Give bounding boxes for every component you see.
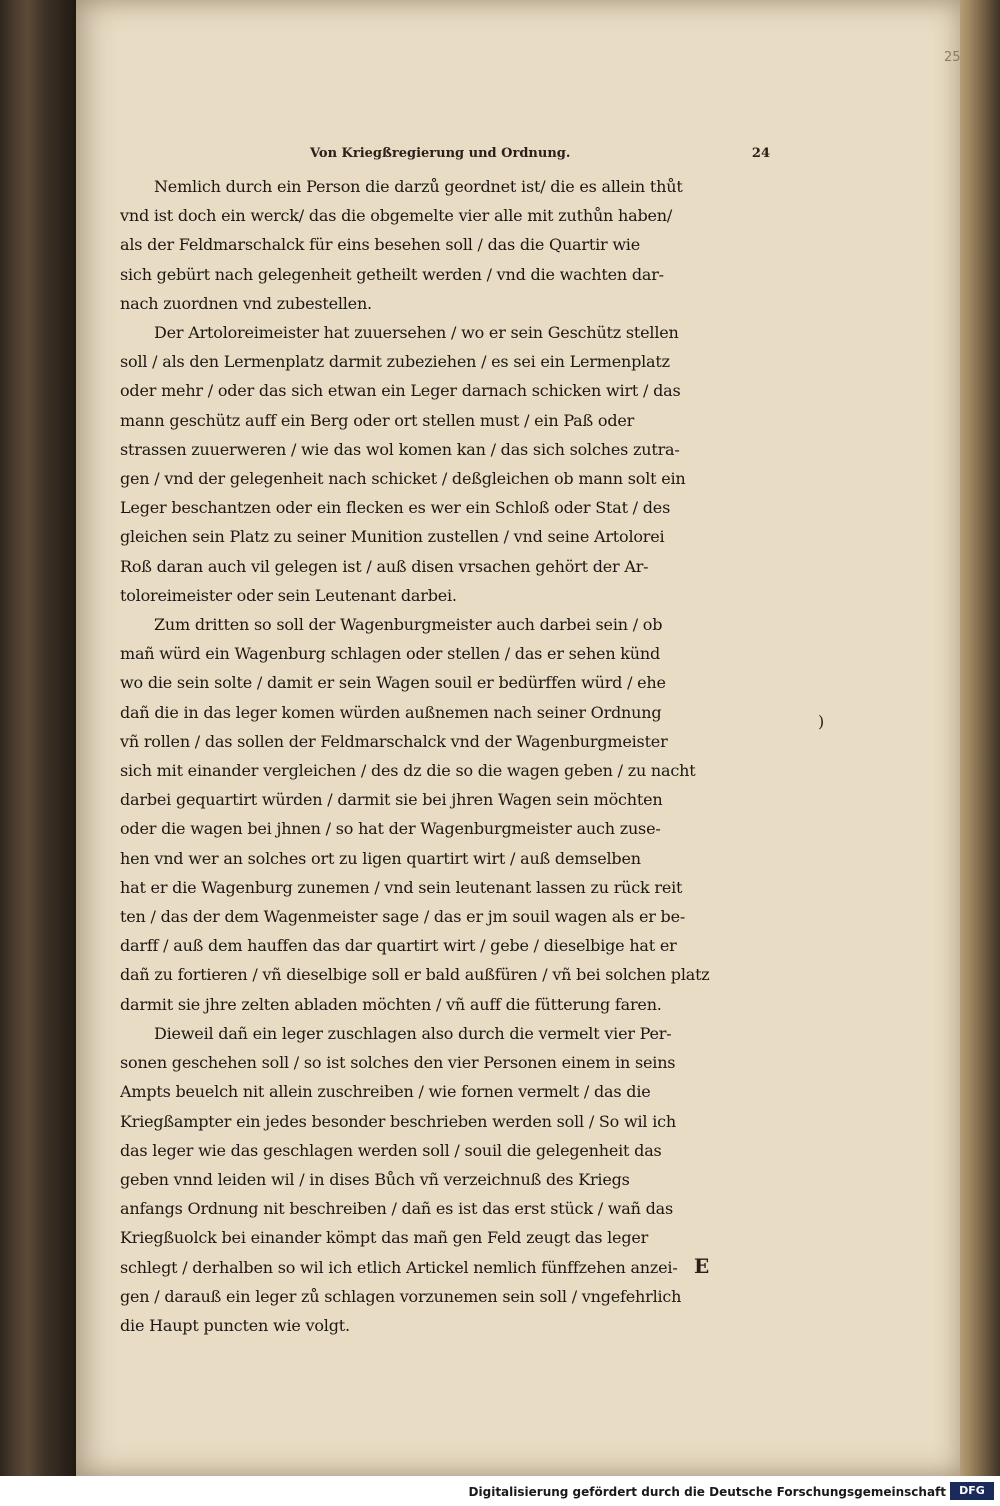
text-line: das leger wie das geschlagen werden soll / souil die gelegenheit das: [120, 1140, 662, 1160]
signature-mark: E: [694, 1254, 710, 1278]
text-line: sonen geschehen soll / so ist solches den vier Personen einem in seins: [120, 1053, 676, 1073]
text-line: als der Feldmarschalck für eins besehen soll / das die Quartir wie: [120, 235, 640, 255]
text-line: gen / vnd der gelegenheit nach schicket / deßgleichen ob mann solt ein: [120, 469, 686, 489]
text-line: hen vnd wer an solches ort zu ligen quartirt wirt / auß demselben: [120, 848, 641, 868]
text-line: mañ würd ein Wagenburg schlagen oder stellen / das er sehen künd: [120, 644, 661, 664]
funding-notice: Digitalisierung gefördert durch die Deutsche Forschungsgemeinschaft: [468, 1485, 946, 1499]
margin-mark: ): [818, 712, 825, 731]
text-line: die Haupt puncten wie volgt.: [120, 1315, 350, 1335]
text-line: darff / auß dem hauffen das dar quartirt wirt / gebe / dieselbige hat er: [120, 936, 677, 956]
page-edges: [958, 0, 1000, 1506]
text-line: sich mit einander vergleichen / des dz die so die wagen geben / zu nacht: [120, 761, 696, 781]
text-line: Kriegßampter ein jedes besonder beschrieben werden soll / So wil ich: [120, 1111, 676, 1131]
text-line: dañ die in das leger komen würden außnemen nach seiner Ordnung: [120, 702, 662, 722]
text-line: Zum dritten so soll der Wagenburgmeister auch darbei sein / ob: [154, 615, 663, 635]
folio-number: 24: [751, 146, 770, 161]
text-line: vñ rollen / das sollen der Feldmarschalck vnd der Wagenburgmeister: [120, 731, 668, 751]
text-line: gleichen sein Platz zu seiner Munition zustellen / vnd seine Artolorei: [120, 527, 665, 547]
archive-page-stamp: 25: [944, 50, 961, 65]
text-line: anfangs Ordnung nit beschreiben / dañ es ist das erst stück / wañ das: [120, 1199, 674, 1219]
text-line: strassen zuuerweren / wie das wol komen kan / das sich solches zutra-: [120, 439, 680, 459]
text-line: Der Artoloreimeister hat zuuersehen / wo er sein Geschütz stellen: [154, 323, 679, 343]
text-line: Roß daran auch vil gelegen ist / auß disen vrsachen gehört der Ar-: [120, 556, 649, 576]
text-line: Leger beschantzen oder ein flecken es wer ein Schloß oder Stat / des: [120, 498, 671, 518]
text-line: gen / darauß ein leger zů schlagen vorzunemen sein soll / vngefehrlich: [120, 1286, 682, 1306]
text-line: oder mehr / oder das sich etwan ein Leger darnach schicken wirt / das: [120, 381, 681, 401]
text-line: darbei gequartirt würden / darmit sie bei jhren Wagen sein möchten: [120, 790, 663, 810]
text-line: ten / das der dem Wagenmeister sage / das er jm souil wagen als er be-: [120, 907, 686, 927]
text-line: sich gebürt nach gelegenheit getheilt werden / vnd die wachten dar-: [120, 264, 664, 284]
text-line: Ampts beuelch nit allein zuschreiben / wie fornen vermelt / das die: [120, 1082, 651, 1102]
running-header: Von Kriegßregierung und Ordnung.: [310, 146, 571, 161]
dfg-logo: DFG: [950, 1482, 994, 1500]
text-line: nach zuordnen vnd zubestellen.: [120, 293, 372, 313]
text-line: Dieweil dañ ein leger zuschlagen also durch die vermelt vier Per-: [154, 1023, 672, 1043]
text-line: wo die sein solte / damit er sein Wagen souil er bedürffen würd / ehe: [120, 673, 666, 693]
text-line: Kriegßuolck bei einander kömpt das mañ gen Feld zeugt das leger: [120, 1228, 649, 1248]
text-line: soll / als den Lermenplatz darmit zubeziehen / es sei ein Lermenplatz: [120, 352, 670, 372]
text-line: mann geschütz auff ein Berg oder ort stellen must / ein Paß oder: [120, 410, 635, 430]
body-text: [120, 172, 760, 1340]
text-line: schlegt / derhalben so wil ich etlich Artickel nemlich fünffzehen anzei-: [120, 1257, 678, 1277]
text-line: oder die wagen bei jhnen / so hat der Wagenburgmeister auch zuse-: [120, 819, 661, 839]
text-line: toloreimeister oder sein Leutenant darbei.: [120, 585, 457, 605]
text-line: Nemlich durch ein Person die darzů geordnet ist/ die es allein thůt: [154, 177, 683, 196]
text-line: darmit sie jhre zelten abladen möchten / vñ auff die fütterung faren.: [120, 994, 662, 1014]
text-line: vnd ist doch ein werck/ das die obgemelte vier alle mit zuthůn haben/: [120, 206, 673, 226]
text-line: hat er die Wagenburg zunemen / vnd sein leutenant lassen zu rück reit: [120, 877, 683, 897]
text-line: geben vnnd leiden wil / in dises Bůch vñ verzeichnuß des Kriegs: [120, 1169, 630, 1189]
text-line: dañ zu fortieren / vñ dieselbige soll er bald außfüren / vñ bei solchen platz: [120, 965, 710, 985]
